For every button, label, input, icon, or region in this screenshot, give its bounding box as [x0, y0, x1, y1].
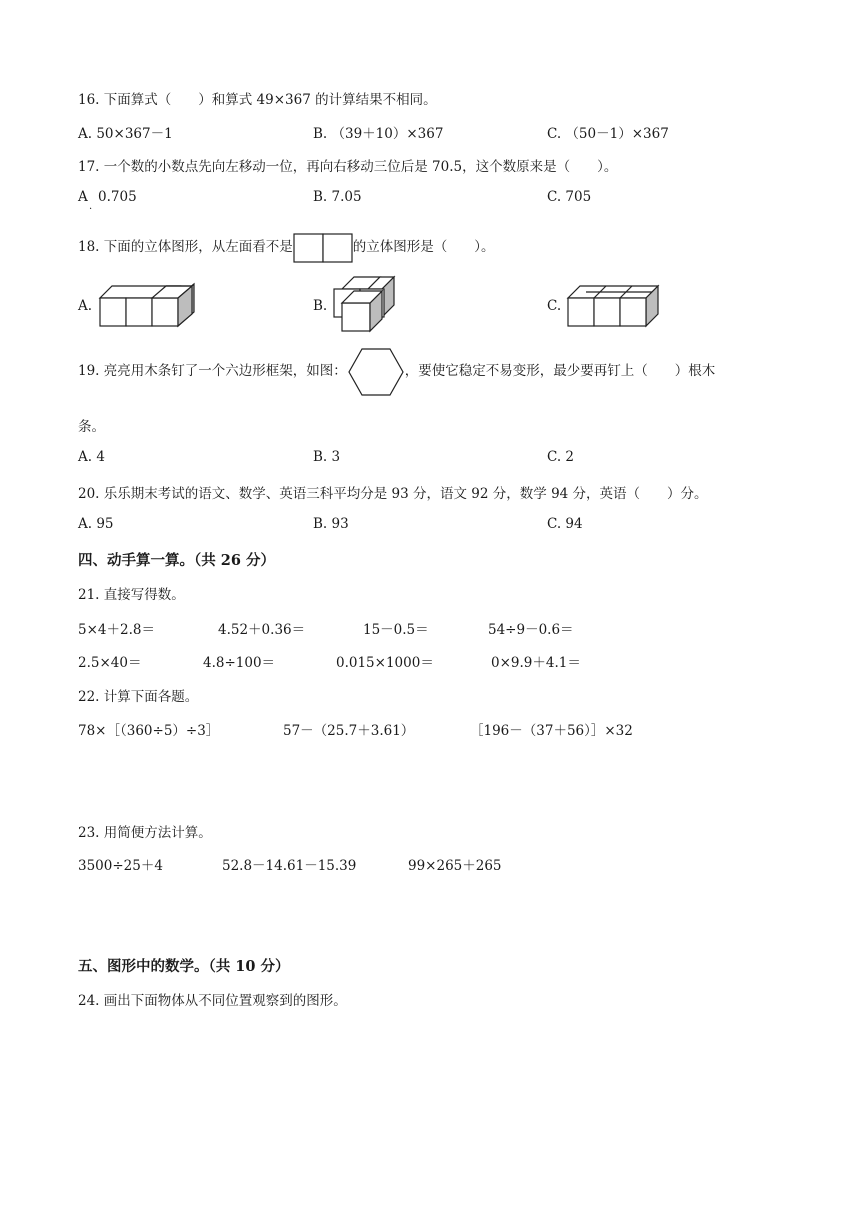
q17-option-a-value: 0.705 — [98, 189, 137, 205]
q24-stem: 24. 画出下面物体从不同位置观察到的图形。 — [78, 993, 347, 1009]
q21-item: 5×4＋2.8＝ — [78, 622, 155, 638]
q19-stem-after: ，要使它稳定不易变形，最少要再钉上（ ）根木 — [404, 363, 716, 379]
q17-option-c: C. 705 — [547, 189, 592, 205]
q18-stem — [78, 232, 495, 263]
q18-option-a-figure — [98, 280, 200, 328]
q20-stem: 20. 乐乐期末考试的语文、数学、英语三科平均分是 93 分，语文 92 分，数学 94 分，英语（ ）分。 — [78, 486, 708, 502]
q17-option-b: B. 7.05 — [313, 189, 362, 205]
q18-option-a-label: A. — [78, 298, 93, 314]
q19-option-b: B. 3 — [313, 449, 341, 465]
q23-item: 3500÷25＋4 — [78, 858, 163, 874]
q18-option-c-figure — [566, 280, 660, 328]
q17-option-a-letter: A — [78, 189, 88, 205]
q22-item: 78×［（360÷5）÷3］ — [78, 723, 220, 739]
q21-item: 0×9.9＋4.1＝ — [491, 655, 581, 671]
q22-item: ［196－（37＋56）］×32 — [470, 723, 633, 739]
q16-option-b: B. （39＋10）×367 — [313, 126, 444, 142]
q19-stem-continued: 条。 — [78, 419, 105, 435]
q20-option-b: B. 93 — [313, 516, 349, 532]
q18-option-b-figure — [332, 275, 396, 333]
q17-stem: 17. 一个数的小数点先向左移动一位，再向右移动三位后是 70.5，这个数原来是（ ）。 — [78, 159, 618, 175]
two-squares-figure — [293, 233, 353, 263]
section4-title: 四、动手算一算。（共 26 分） — [78, 552, 276, 569]
q19-option-c: C. 2 — [547, 449, 575, 465]
q19-stem-before: 19. 亮亮用木条钉了一个六边形框架，如图： — [78, 363, 347, 379]
q17-option-a — [78, 189, 137, 212]
dot-mark: . — [89, 201, 93, 212]
section5-title: 五、图形中的数学。（共 10 分） — [78, 958, 290, 975]
q23-item: 52.8－14.61－15.39 — [222, 858, 357, 874]
q16-stem: 16. 下面算式（ ）和算式 49×367 的计算结果不相同。 — [78, 92, 437, 108]
q18-stem-before: 18. 下面的立体图形，从左面看不是 — [78, 239, 293, 255]
q21-item: 4.52＋0.36＝ — [218, 622, 306, 638]
q18-option-b-label: B. — [313, 298, 328, 314]
q21-item: 54÷9－0.6＝ — [488, 622, 574, 638]
q19-stem — [78, 346, 715, 397]
q21-item: 2.5×40＝ — [78, 655, 142, 671]
q23-stem: 23. 用简便方法计算。 — [78, 825, 212, 841]
q19-option-a: A. 4 — [78, 449, 105, 465]
q22-stem: 22. 计算下面各题。 — [78, 689, 199, 705]
hexagon-figure — [347, 347, 405, 397]
q18-option-c-label: C. — [547, 298, 562, 314]
q16-option-a: A. 50×367－1 — [78, 126, 173, 142]
q16-option-c: C. （50－1）×367 — [547, 126, 669, 142]
q23-item: 99×265＋265 — [408, 858, 502, 874]
q20-option-c: C. 94 — [547, 516, 583, 532]
q21-item: 15－0.5＝ — [363, 622, 429, 638]
q18-stem-after: 的立体图形是（ ）。 — [352, 239, 495, 255]
q21-item: 0.015×1000＝ — [336, 655, 434, 671]
q20-option-a: A. 95 — [78, 516, 114, 532]
q21-stem: 21. 直接写得数。 — [78, 587, 185, 603]
q22-item: 57－（25.7＋3.61） — [283, 723, 415, 739]
q21-item: 4.8÷100＝ — [203, 655, 276, 671]
